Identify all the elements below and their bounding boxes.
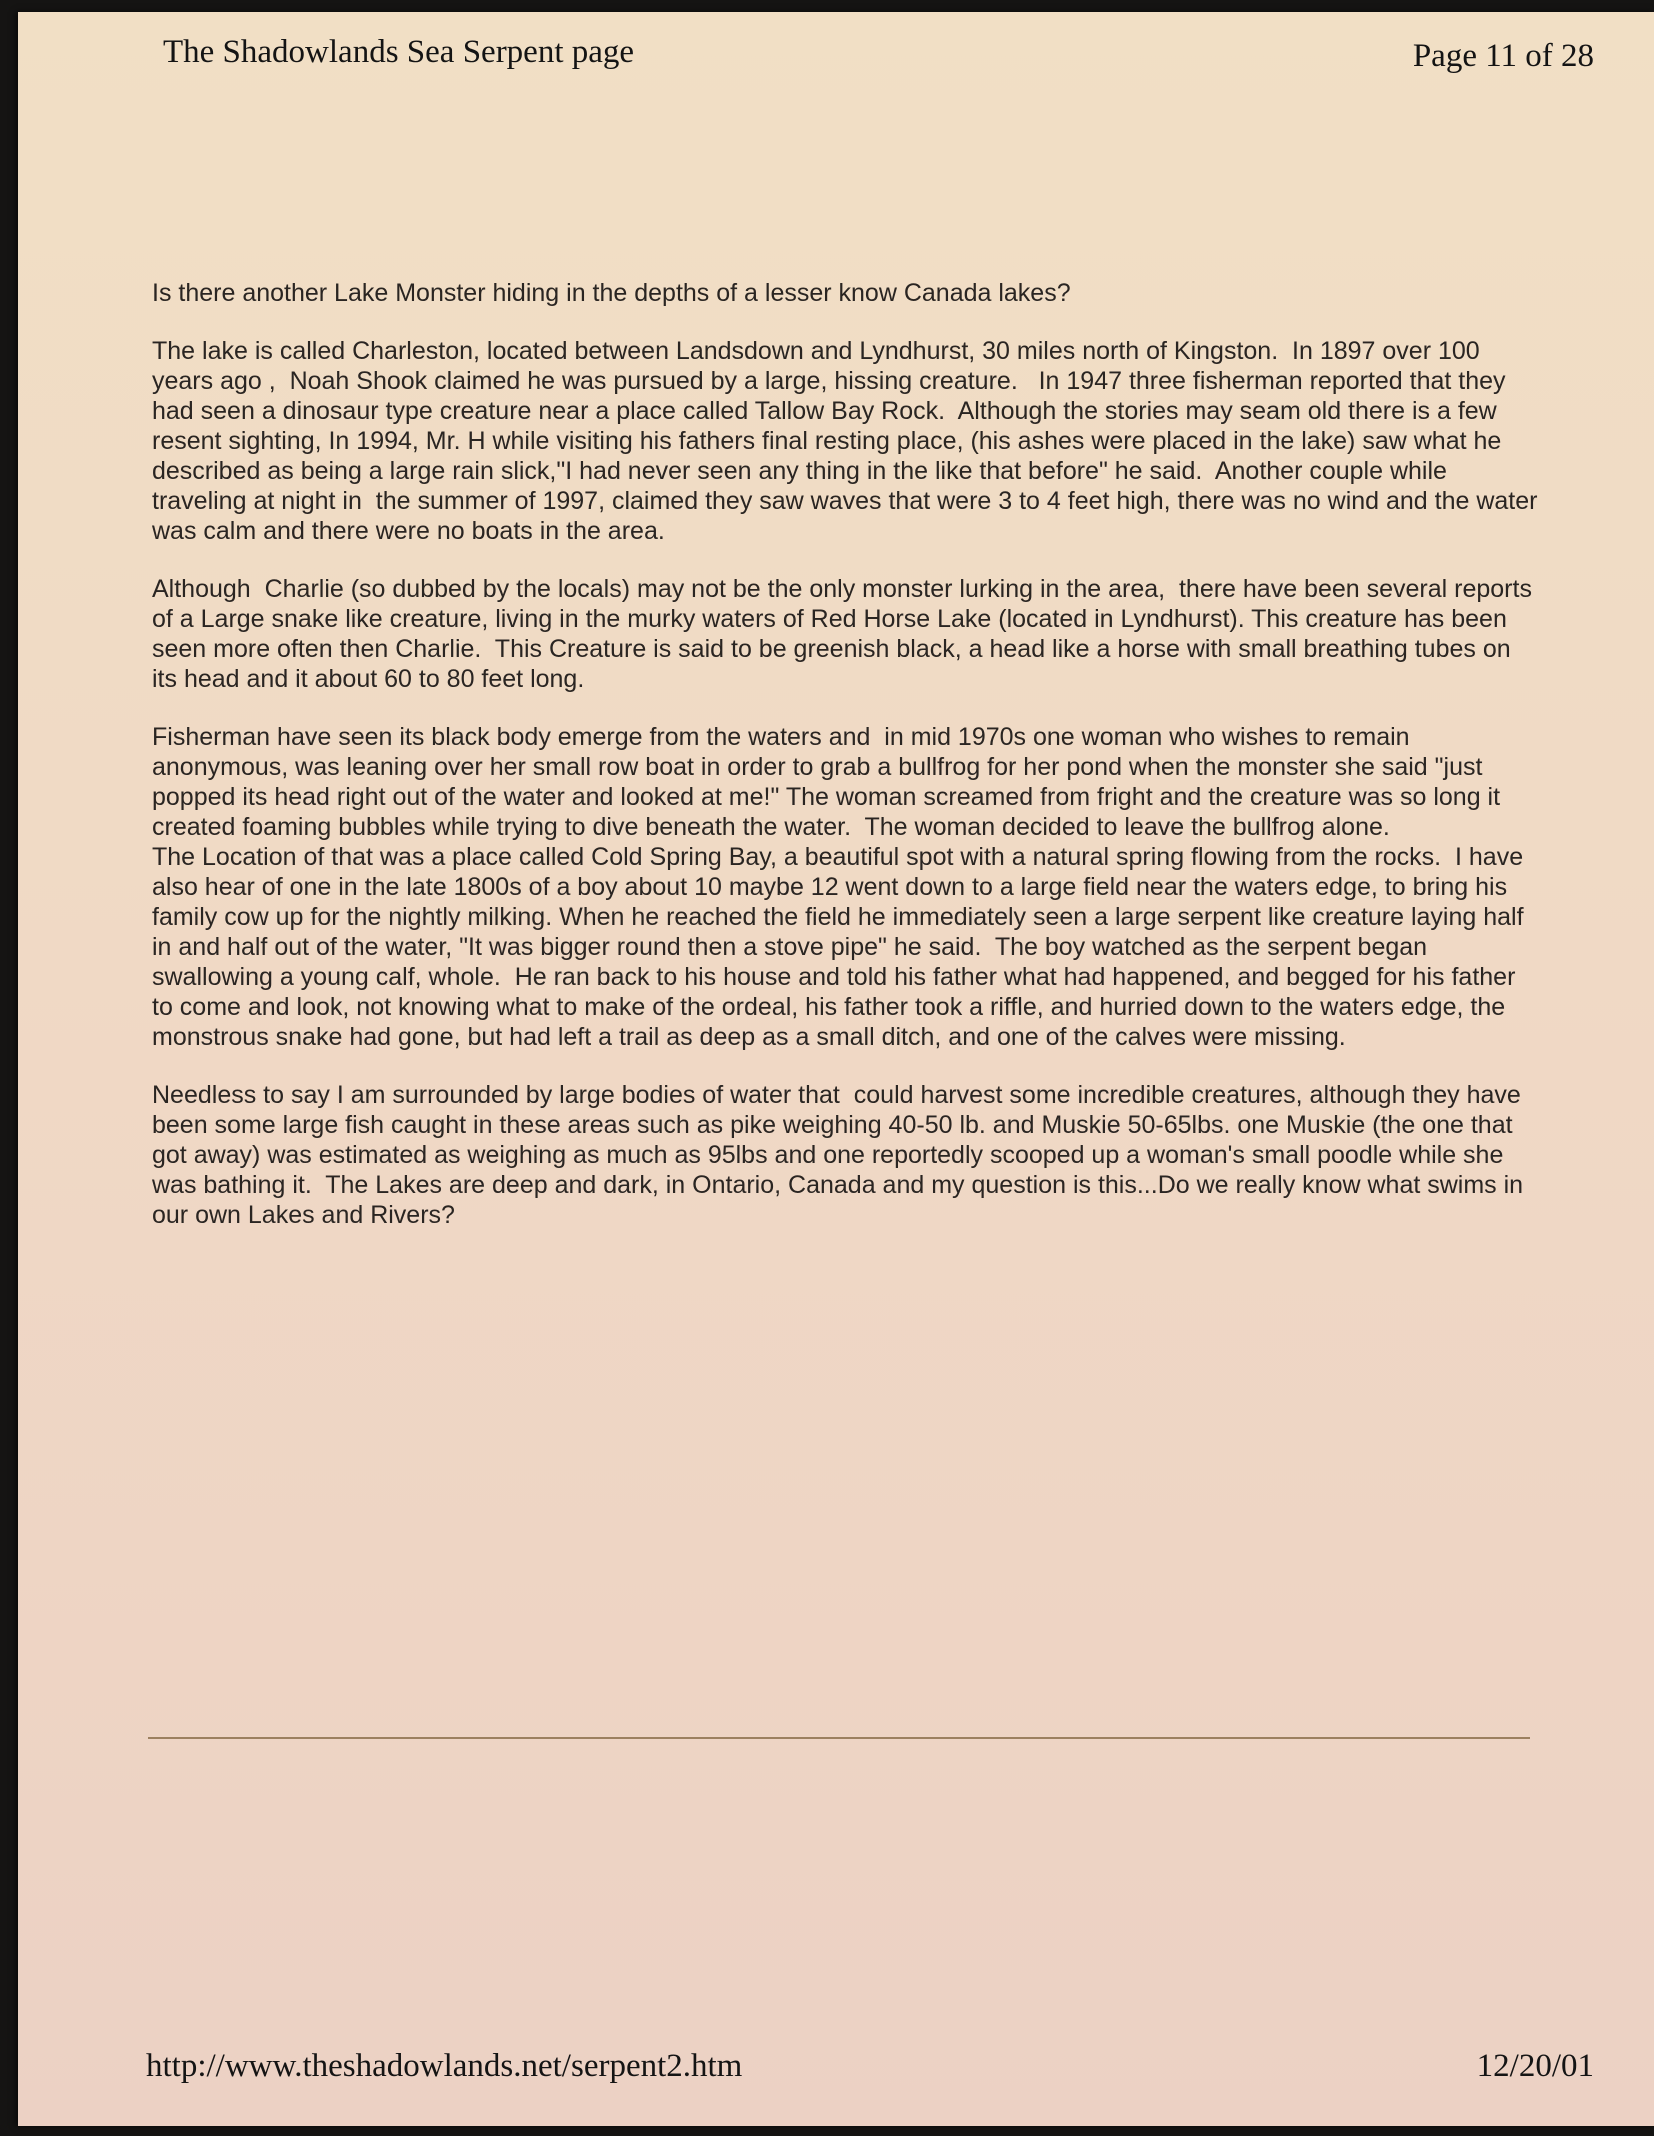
article-body: [152, 278, 1545, 1258]
page-header-title: The Shadowlands Sea Serpent page: [163, 34, 635, 70]
horizontal-rule: [148, 1737, 1530, 1739]
article-paragraph: Fisherman have seen its black body emerge from the waters and in mid 1970s one woman who wishes to remain anonymous, was leaning over her small row boat in order to grab a bullfrog for her pond when the monster she said "just popped its head right out of the water and looked at me!" The woman screamed from fright and the creature was so long it created foaming bubbles while trying to dive beneath the water. The woman decided to leave the bullfrog alone.: [152, 723, 1508, 841]
article-paragraph: The lake is called Charleston, located between Landsdown and Lyndhurst, 30 miles north of Kingston. In 1897 over 100 years ago , Noah Shook claimed he was pursued by a large, hissing creature. In 1947 three fisherman reported that they had seen a dinosaur type creature near a place called Tallow Bay Rock. Although the stories may seam old there is a few resent sighting, In 1994, Mr. H while visiting his fathers final resting place, (his ashes were placed in the lake) saw what he described as being a large rain slick,"I had never seen any thing in the like that before" he said. Another couple while traveling at night in the summer of 1997, claimed they saw waves that were 3 to 4 feet high, there was no wind and the water was calm and there were no boats in the area.: [152, 337, 1545, 545]
article-heading: Is there another Lake Monster hiding in the depths of a lesser know Canada lakes?: [152, 279, 1071, 307]
page-footer-date: 12/20/01: [1476, 2048, 1594, 2084]
page-footer-url: http://www.theshadowlands.net/serpent2.htm: [146, 2048, 743, 2084]
article-paragraph: The Location of that was a place called Cold Spring Bay, a beautiful spot with a natural spring flowing from the rocks. I have also hear of one in the late 1800s of a boy about 10 maybe 12 went down to a large field near the waters edge, to bring his family cow up for the nightly milking. When he reached the field he immediately seen a large serpent like creature laying half in and half out of the water, "It was bigger round then a stove pipe" he said. The boy watched as the serpent began swallowing a young calf, whole. He ran back to his house and told his father what had happened, and begged for his father to come and look, not knowing what to make of the ordeal, his father took a riffle, and hurried down to the waters edge, the monstrous snake had gone, but had left a trail as deep as a small ditch, and one of the calves were missing.: [152, 843, 1531, 1051]
article-paragraph: Although Charlie (so dubbed by the locals) may not be the only monster lurking in the area, there have been several reports of a Large snake like creature, living in the murky waters of Red Horse Lake (located in Lyndhurst). This creature has been seen more often then Charlie. This Creature is said to be greenish black, a head like a horse with small breathing tubes on its head and it about 60 to 80 feet long.: [152, 575, 1539, 693]
page-number: Page 11 of 28: [1412, 38, 1594, 74]
article-paragraph: Needless to say I am surrounded by large bodies of water that could harvest some incredible creatures, although they have been some large fish caught in these areas such as pike weighing 40-50 lb. and Muskie 50-65lbs. one Muskie (the one that got away) was estimated as weighing as much as 95lbs and one reportedly scooped up a woman's small poodle while she was bathing it. The Lakes are deep and dark, in Ontario, Canada and my question is this...Do we really know what swims in our own Lakes and Rivers?: [152, 1081, 1531, 1229]
document-page: [18, 12, 1654, 2126]
